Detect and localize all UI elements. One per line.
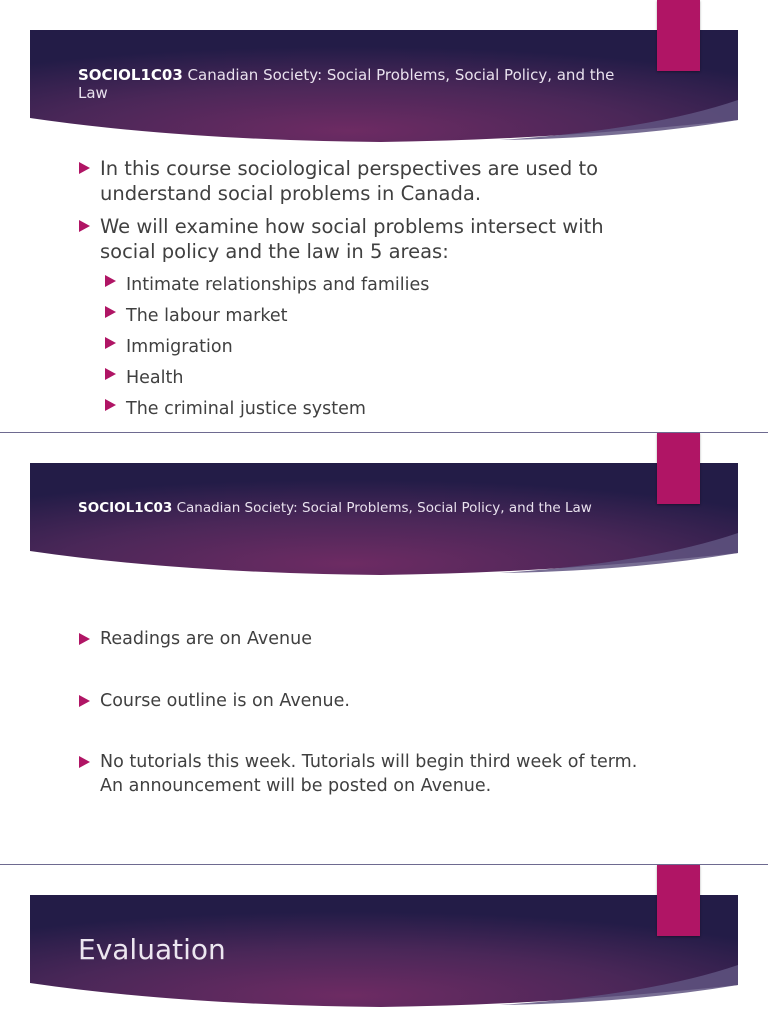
list-item: Health	[104, 363, 604, 394]
slide-1-bullet-list	[78, 156, 648, 264]
slide-2-title	[78, 500, 698, 517]
course-name: Canadian Society: Social Problems, Social Policy, and the Law	[172, 500, 592, 516]
list-item: In this course sociological perspectives are used to understand social problems in Canada.	[78, 156, 648, 206]
bullet-arrow-icon	[105, 275, 116, 287]
course-name: Canadian Society: Social Problems, Social Policy, and the Law	[78, 66, 615, 102]
bullet-arrow-icon	[105, 399, 116, 411]
slide-3-title-banner	[30, 895, 738, 1009]
bullet-arrow-icon	[105, 306, 116, 318]
bullet-arrow-icon	[105, 337, 116, 349]
bullet-arrow-icon	[79, 695, 90, 707]
bullet-arrow-icon	[79, 633, 90, 645]
list-item: Intimate relationships and families	[104, 270, 604, 301]
bullet-arrow-icon	[79, 220, 90, 232]
course-code: SOCIOL1C03	[78, 500, 173, 516]
list-item: The labour market	[104, 301, 604, 332]
slide-3-title: Evaluation	[78, 933, 226, 966]
list-item: Course outline is on Avenue.	[78, 690, 638, 714]
slide-3-accent-tab	[657, 865, 700, 936]
list-item: Readings are on Avenue	[78, 628, 638, 652]
list-item: No tutorials this week. Tutorials will begin third week of term. An announcement will be posted on Avenue.	[78, 751, 638, 798]
course-code: SOCIOL1C03	[78, 66, 183, 84]
slide-2-accent-tab	[657, 433, 700, 504]
slide-2	[0, 433, 768, 864]
list-item: The criminal justice system	[104, 394, 604, 425]
slide-1-title	[78, 66, 638, 102]
slide-1	[0, 0, 768, 432]
slide-1-title-banner	[30, 30, 738, 144]
list-item: We will examine how social problems intersect with social policy and the law in 5 areas:	[78, 214, 648, 264]
slide-2-bullet-list	[78, 628, 638, 798]
bullet-arrow-icon	[79, 162, 90, 174]
slide-2-title-banner	[30, 463, 738, 577]
slide-1-accent-tab	[657, 0, 700, 71]
bullet-arrow-icon	[79, 756, 90, 768]
slide-1-sub-bullet-list	[104, 270, 604, 425]
bullet-arrow-icon	[105, 368, 116, 380]
list-item: Immigration	[104, 332, 604, 363]
slide-3	[0, 865, 768, 1024]
